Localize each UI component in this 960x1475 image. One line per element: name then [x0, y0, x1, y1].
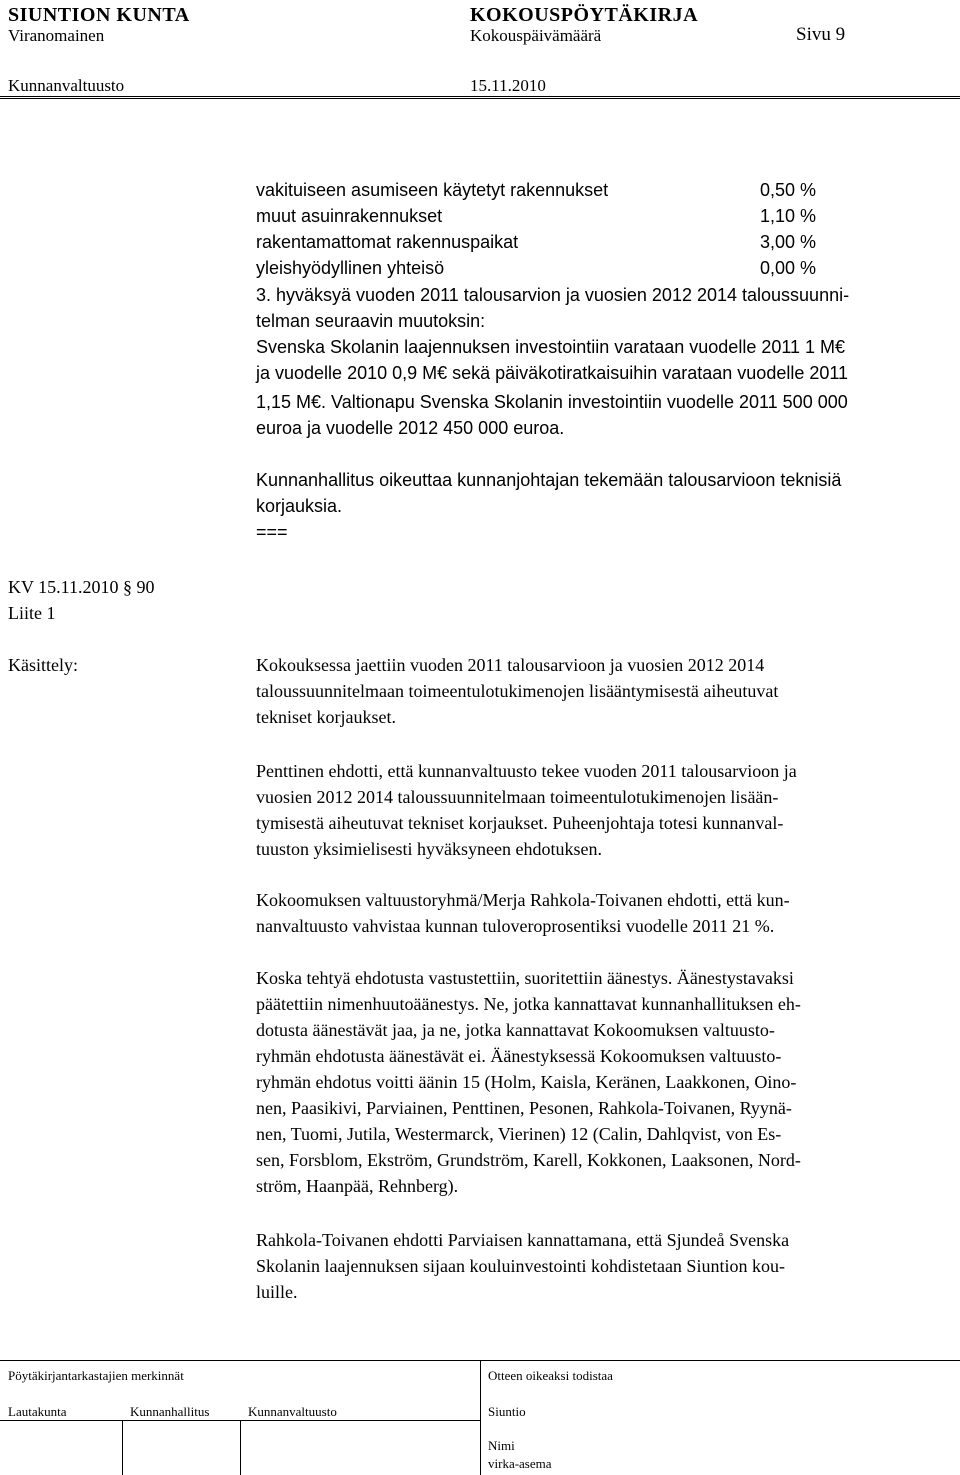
date-label: Kokouspäivämäärä: [470, 26, 602, 45]
rate-row: [256, 180, 816, 206]
doc-type: KOKOUSPÖYTÄKIRJA: [470, 4, 699, 26]
text-line: Rahkola-Toivanen ehdotti Parviaisen kannattamana, että Sjundeå Svenska: [256, 1230, 790, 1250]
text-line: ja vuodelle 2010 0,9 M€ sekä päiväkotiratkaisuihin varataan vuodelle 2011: [256, 363, 849, 383]
text-line: nen, Tuomi, Jutila, Westermarck, Vierinen) 12 (Calin, Dahlqvist, von Es-: [256, 1124, 782, 1144]
name-label: Nimi: [488, 1438, 515, 1453]
rate-value: 0,50 %: [759, 180, 816, 200]
certified-label: Otteen oikeaksi todistaa: [488, 1368, 613, 1383]
rate-value: 3,00 %: [759, 232, 816, 252]
text-line: Koska tehtyä ehdotusta vastustettiin, suoritettiin äänestys. Äänestystavaksi: [256, 968, 794, 988]
board-label: Kunnanvaltuusto: [248, 1404, 337, 1419]
header-rule-2: [0, 98, 960, 99]
board-label: Kunnanhallitus: [130, 1404, 210, 1419]
footer-divider: [122, 1420, 123, 1475]
text-line: dotusta äänestävät jaa, ja ne, jotka kannattavat Kokoomuksen valtuusto-: [256, 1020, 775, 1040]
rate-value: 1,10 %: [759, 206, 816, 226]
rate-row: [256, 258, 816, 284]
rate-value: 0,00 %: [759, 258, 816, 278]
text-line: 3. hyväksyä vuoden 2011 talousarvion ja vuosien 2012 2014 taloussuunni-: [256, 285, 850, 305]
rate-label: yleishyödyllinen yhteisö: [256, 258, 445, 278]
text-line: euroa ja vuodelle 2012 450 000 euroa.: [256, 418, 565, 438]
text-line: ström, Haanpää, Rehnberg).: [256, 1176, 459, 1196]
text-line: päätettiin nimenhuutoäänestys. Ne, jotka kannattavat kunnanhallituksen eh-: [256, 994, 801, 1014]
footer-divider: [240, 1420, 241, 1475]
footer-row-rule: [0, 1420, 480, 1421]
text-line: nanvaltuusto vahvistaa kunnan tuloveroprosentiksi vuodelle 2011 21 %.: [256, 916, 775, 936]
rate-label: muut asuinrakennukset: [256, 206, 443, 226]
text-line: tuuston yksimielisesti hyväksyneen ehdotuksen.: [256, 839, 602, 859]
header-rule: [0, 96, 960, 97]
separator: ===: [256, 522, 288, 542]
text-line: nen, Paasikivi, Parviainen, Penttinen, Pesonen, Rahkola-Toivanen, Ryynä-: [256, 1098, 792, 1118]
text-line: Penttinen ehdotti, että kunnanvaltuusto tekee vuoden 2011 talousarvioon ja: [256, 761, 797, 781]
section-ref: KV 15.11.2010 § 90: [8, 577, 155, 597]
text-line: ryhmän ehdotus voitti äänin 15 (Holm, Kaisla, Keränen, Laakkonen, Oino-: [256, 1072, 797, 1092]
org-name: SIUNTION KUNTA: [8, 4, 190, 26]
text-line: korjauksia.: [256, 496, 343, 516]
footer-divider: [480, 1360, 481, 1475]
board-label: Lautakunta: [8, 1404, 67, 1419]
text-line: Kunnanhallitus oikeuttaa kunnanjohtajan tekemään talousarvioon teknisiä: [256, 470, 842, 490]
text-line: tekniset korjaukset.: [256, 707, 396, 727]
authority: Kunnanvaltuusto: [8, 76, 125, 95]
rate-row: [256, 206, 816, 232]
text-line: ryhmän ehdotusta äänestävät ei. Äänestyksessä Kokoomuksen valtuusto-: [256, 1046, 782, 1066]
attachment-ref: Liite 1: [8, 603, 56, 623]
text-line: Kokoomuksen valtuustoryhmä/Merja Rahkola-Toivanen ehdotti, että kun-: [256, 890, 790, 910]
text-line: luille.: [256, 1282, 298, 1302]
authority-label: Viranomainen: [8, 26, 105, 45]
text-line: tymisestä aiheutuvat tekniset korjaukset. Puheenjohtaja totesi kunnanval-: [256, 813, 784, 833]
meeting-date: 15.11.2010: [470, 76, 546, 95]
text-line: taloussuunnitelmaan toimeentulotukimenojen lisääntymisestä aiheutuvat: [256, 681, 779, 701]
place-label: Siuntio: [488, 1404, 526, 1419]
page-number: Sivu 9: [796, 24, 846, 45]
text-line: Kokouksessa jaettiin vuoden 2011 talousarvioon ja vuosien 2012 2014: [256, 655, 765, 675]
rate-label: vakituiseen asumiseen käytetyt rakennukset: [256, 180, 609, 200]
title-label: virka-asema: [488, 1456, 552, 1471]
text-line: sen, Forsblom, Ekström, Grundström, Karell, Kokkonen, Laaksonen, Nord-: [256, 1150, 801, 1170]
reviewers-label: Pöytäkirjantarkastajien merkinnät: [8, 1368, 184, 1383]
text-line: Svenska Skolanin laajennuksen investointiin varataan vuodelle 2011 1 M€: [256, 337, 846, 357]
text-line: Skolanin laajennuksen sijaan kouluinvestointi kohdistetaan Siuntion kou-: [256, 1256, 785, 1276]
rate-label: rakentamattomat rakennuspaikat: [256, 232, 519, 252]
text-line: telman seuraavin muutoksin:: [256, 311, 486, 331]
processing-label: Käsittely:: [8, 655, 78, 675]
text-line: vuosien 2012 2014 taloussuunnitelmaan toimeentulotukimenojen lisään-: [256, 787, 779, 807]
rate-row: [256, 232, 816, 258]
text-line: 1,15 M€. Valtionapu Svenska Skolanin investointiin vuodelle 2011 500 000: [256, 392, 848, 412]
